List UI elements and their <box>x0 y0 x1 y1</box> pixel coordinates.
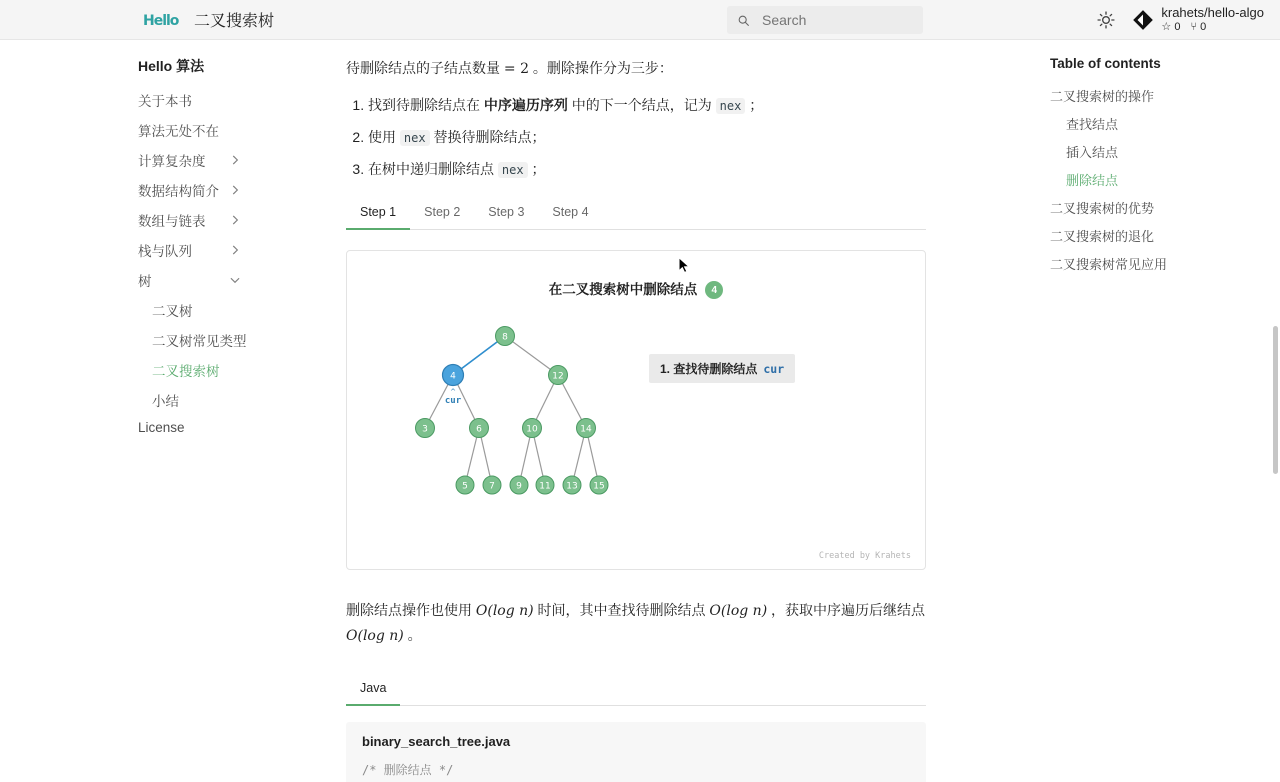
search-icon <box>737 13 750 28</box>
svg-text:15: 15 <box>593 481 605 492</box>
sidebar-item-label: 小结 <box>152 394 179 409</box>
step-code: nex <box>400 130 430 146</box>
svg-text:^: ^ <box>450 387 456 396</box>
tree-node-10 <box>523 418 542 437</box>
svg-text:10: 10 <box>526 424 538 435</box>
toc-item-applications[interactable]: 二叉搜索树常见应用 <box>1050 256 1168 272</box>
repository-link[interactable] <box>1132 5 1264 35</box>
tree-figure <box>346 250 926 570</box>
chevron-down-icon <box>228 273 242 287</box>
code-language-tabs <box>346 673 926 706</box>
cur-pointer-label <box>445 388 462 406</box>
list-item <box>368 158 926 180</box>
sidebar-item-binary-search-tree[interactable] <box>138 355 250 385</box>
star-count: 0 <box>1174 20 1181 33</box>
figure-step-badge: 4 <box>705 281 723 299</box>
sidebar-item-label: 二叉树 <box>152 304 193 319</box>
toc-title: Table of contents <box>1050 56 1161 71</box>
svg-text:8: 8 <box>502 332 508 343</box>
logo-icon <box>143 11 179 29</box>
search-input[interactable] <box>760 11 913 29</box>
step-text-pre: 在树中递归删除结点 <box>368 161 498 178</box>
chevron-right-icon <box>228 183 242 197</box>
svg-text:9: 9 <box>516 481 522 492</box>
left-sidebar <box>0 40 250 720</box>
tree-node-14 <box>577 418 596 437</box>
svg-text:5: 5 <box>462 481 468 492</box>
sidebar-item-label: 计算复杂度 <box>138 154 206 169</box>
sidebar-item-label: 关于本书 <box>138 94 192 109</box>
fork-icon: ⑂ <box>1190 20 1198 33</box>
sidebar-item-label: 数据结构简介 <box>138 184 219 199</box>
tree-node-5 <box>456 476 474 494</box>
binary-search-tree-diagram <box>347 251 919 570</box>
tree-edges <box>425 336 599 485</box>
step-text-post: ； <box>527 161 546 178</box>
tree-node-9 <box>510 476 528 494</box>
step-tabs <box>346 197 926 230</box>
svg-text:14: 14 <box>580 424 592 435</box>
sidebar-item-algorithms-everywhere[interactable] <box>138 115 250 145</box>
complexity-m2: O(log n) <box>709 602 768 619</box>
toc-item-advantages[interactable]: 二叉搜索树的优势 <box>1050 200 1155 216</box>
svg-text:7: 7 <box>489 481 495 492</box>
intro-equation: = 2 <box>503 61 529 77</box>
tree-node-12 <box>549 365 568 384</box>
figure-callout <box>649 354 795 383</box>
chevron-right-icon <box>228 213 242 227</box>
figure-credit: Created by Krahets <box>818 550 911 561</box>
tree-nodes <box>416 326 609 494</box>
brightness-icon <box>1096 10 1116 30</box>
complexity-p1: 删除结点操作也使用 <box>346 601 476 618</box>
repo-name: krahets/hello-algo <box>1161 4 1264 20</box>
tree-node-4 <box>443 364 464 385</box>
svg-text:4: 4 <box>450 371 456 382</box>
header-right-group <box>1094 5 1264 35</box>
theme-toggle-button[interactable] <box>1094 8 1118 32</box>
intro-paragraph <box>346 56 926 82</box>
article-body <box>346 56 926 782</box>
page-title: 二叉搜索树 <box>194 13 275 30</box>
sidebar-item-label: License <box>138 420 185 435</box>
tree-node-13 <box>563 476 581 494</box>
figure-title-text: 在二叉搜索树中删除结点 <box>548 281 698 297</box>
sidebar-item-label: 栈与队列 <box>138 244 192 259</box>
callout-code: cur <box>763 361 785 376</box>
code-block <box>346 722 926 782</box>
toc-item-insert-node[interactable]: 插入结点 <box>1066 144 1119 160</box>
toc-item-delete-node[interactable]: 删除结点 <box>1066 172 1119 188</box>
step-text-bold: 中序遍历序列 <box>483 96 568 113</box>
sidebar-item-label: 算法无处不在 <box>138 124 219 139</box>
tree-arrowheads <box>421 420 603 485</box>
complexity-m1: O(log n) <box>475 602 534 619</box>
tab-step-1[interactable]: Step 1 <box>346 197 410 230</box>
sidebar-item-label: 树 <box>138 274 152 289</box>
tree-node-15 <box>590 476 608 494</box>
toc-item-degeneration[interactable]: 二叉搜索树的退化 <box>1050 228 1155 244</box>
star-count-group <box>1161 21 1180 35</box>
complexity-p3: ，获取中序遍历后继结点 <box>767 601 926 618</box>
svg-text:6: 6 <box>476 424 482 435</box>
list-item <box>368 126 926 148</box>
tree-node-11 <box>536 476 554 494</box>
svg-text:12: 12 <box>552 371 564 382</box>
sidebar-item-label: 数组与链表 <box>138 214 206 229</box>
mouse-cursor <box>679 258 690 274</box>
fork-count: 0 <box>1200 20 1207 33</box>
chevron-right-icon <box>228 243 242 257</box>
search-box[interactable] <box>727 6 923 34</box>
site-header <box>0 0 1280 40</box>
callout-text: 1. 查找待删除结点 <box>660 361 758 376</box>
step-text-post: ； <box>745 96 764 113</box>
list-item <box>368 94 926 116</box>
sidebar-item-label: 二叉搜索树 <box>152 364 220 379</box>
sidebar-item-array-linkedlist[interactable] <box>138 205 250 235</box>
sidebar-item-binary-tree[interactable] <box>138 295 250 325</box>
star-icon: ☆ <box>1161 20 1172 33</box>
sidebar-item-complexity[interactable] <box>138 145 250 175</box>
tree-node-7 <box>483 476 501 494</box>
tab-step-4[interactable]: Step 4 <box>552 204 589 219</box>
tree-node-3 <box>416 418 435 437</box>
step-code: nex <box>498 162 528 178</box>
complexity-p2: 时间，其中查找待删除结点 <box>533 601 710 618</box>
tree-node-6 <box>470 418 489 437</box>
sidebar-item-data-structures[interactable] <box>138 175 250 205</box>
sidebar-item-summary[interactable] <box>138 385 250 415</box>
table-of-contents <box>1050 40 1280 720</box>
svg-text:11: 11 <box>539 481 551 492</box>
main-content <box>250 40 1050 777</box>
step-text-mid: 中的下一个结点，记为 <box>567 96 716 113</box>
step-text-pre: 找到待删除结点在 <box>368 96 484 113</box>
sidebar-item-about[interactable] <box>138 85 250 115</box>
steps-list <box>346 94 926 181</box>
intro-post: 。删除操作分为三步： <box>528 60 673 76</box>
intro-pre: 待删除结点的子结点数量 <box>346 60 504 76</box>
step-text-post: 替换待删除结点； <box>429 128 546 145</box>
step-text-pre: 使用 <box>368 128 400 145</box>
complexity-p4: 。 <box>403 627 422 644</box>
sidebar-item-tree[interactable] <box>138 265 250 295</box>
site-logo[interactable] <box>142 8 180 32</box>
tab-step-2[interactable]: Step 2 <box>424 204 461 219</box>
code-filename: binary_search_tree.java <box>362 733 511 749</box>
svg-text:3: 3 <box>422 424 428 435</box>
tab-step-3[interactable]: Step 3 <box>488 204 525 219</box>
toc-item-operations[interactable]: 二叉搜索树的操作 <box>1050 88 1155 104</box>
page-layout <box>0 40 1280 777</box>
git-icon <box>1132 9 1154 31</box>
complexity-paragraph <box>346 598 926 649</box>
complexity-m3: O(log n) <box>346 628 404 645</box>
sidebar-item-license[interactable] <box>138 415 250 440</box>
sidebar-item-stack-queue[interactable] <box>138 235 250 265</box>
chevron-right-icon <box>228 153 242 167</box>
repo-text-group <box>1161 5 1264 35</box>
sidebar-item-binary-tree-types[interactable] <box>138 325 250 355</box>
sidebar-item-label: 二叉树常见类型 <box>152 334 247 349</box>
svg-text:cur: cur <box>444 395 462 406</box>
step-code: nex <box>716 98 746 114</box>
repo-stats <box>1161 21 1264 35</box>
page-scrollbar[interactable] <box>1273 326 1278 474</box>
fork-count-group <box>1190 21 1206 35</box>
tab-java[interactable]: Java <box>346 673 400 706</box>
svg-text:13: 13 <box>566 481 578 492</box>
code-line: /* 删除结点 */ <box>362 762 454 777</box>
toc-item-search-node[interactable]: 查找结点 <box>1066 116 1119 132</box>
nav-title: Hello 算法 <box>138 58 205 74</box>
svg-text:Hello: Hello <box>143 12 179 29</box>
tree-node-8 <box>496 326 515 345</box>
